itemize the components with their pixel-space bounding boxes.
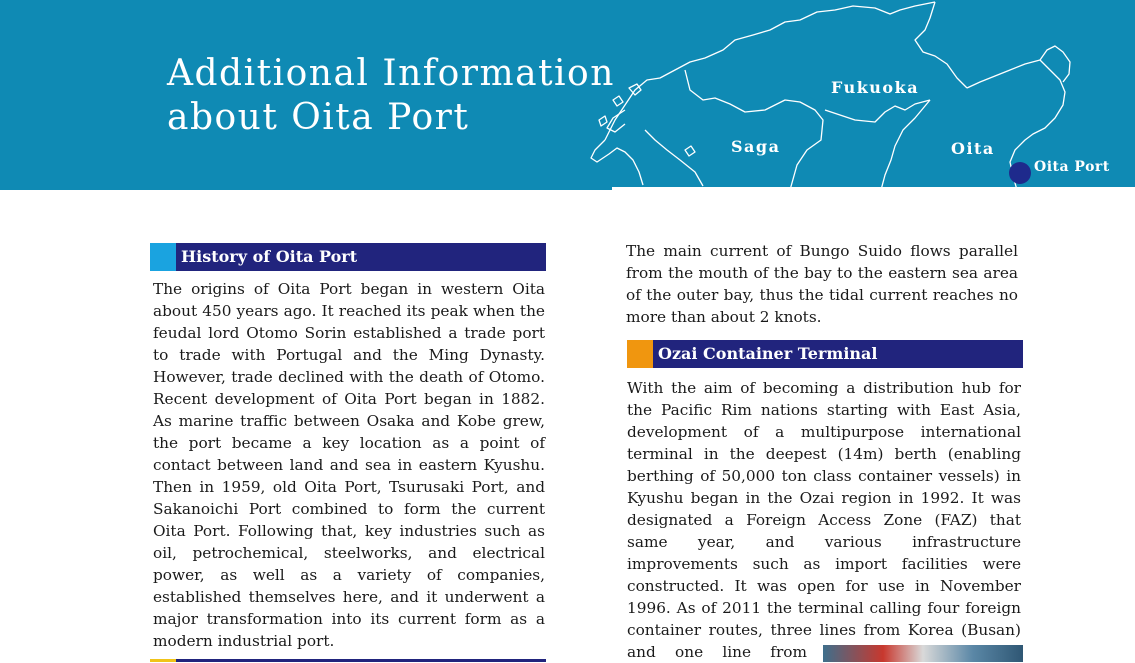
history-line: major transformation into its current form as a [153, 610, 545, 628]
ozai-line: designated a Foreign Access Zone (FAZ) that [627, 511, 1021, 529]
history-line: feudal lord Otomo Sorin established a trade port [153, 324, 545, 342]
history-line: contact between land and sea in eastern Kyushu. [153, 456, 545, 474]
ozai-line: berthing of 50,000 ton class container vessels) in [627, 467, 1021, 485]
current-line: of the outer bay, thus the tidal current reaches no [626, 286, 1018, 304]
ozai-line: development of a multipurpose international [627, 423, 1021, 441]
ozai-line: improvements such as import facilities were [627, 555, 1021, 573]
current-line: more than about 2 knots. [626, 308, 822, 326]
history-line: Then in 1959, old Oita Port, Tsurusaki Port, and [153, 478, 545, 496]
ozai-line: Kyushu began in the Ozai region in 1992. It was [627, 489, 1021, 507]
history-line: power, as well as a variety of companies, [153, 566, 545, 584]
history-line: Sakanoichi Port combined to form the current [153, 500, 545, 518]
current-line: from the mouth of the bay to the eastern sea area [626, 264, 1018, 282]
page-title-line-1: Additional Information [167, 53, 615, 94]
map-label-oita-port: Oita Port [1034, 159, 1110, 175]
history-line: to trade with Portugal and the Ming Dynasty. [153, 346, 545, 364]
current-line: The main current of Bungo Suido flows parallel [626, 242, 1018, 260]
history-heading-accent [150, 243, 176, 271]
history-text [153, 278, 545, 652]
history-line: As marine traffic between Osaka and Kobe grew, [153, 412, 545, 430]
ozai-line: With the aim of becoming a distribution hub for [627, 379, 1021, 397]
map-label-saga: Saga [731, 137, 781, 156]
header-banner [0, 0, 1135, 190]
history-line: about 450 years ago. It reached its peak when the [153, 302, 545, 320]
map-label-fukuoka: Fukuoka [831, 78, 920, 97]
ozai-line: same year, and various infrastructure [627, 533, 1021, 551]
history-line: Oita Port. Following that, key industries such as [153, 522, 545, 540]
ozai-line: container routes, three lines from Korea (Busan) [627, 621, 1021, 639]
history-heading-bar [150, 243, 546, 271]
banner-divider [612, 187, 1135, 190]
map-label-oita: Oita [951, 139, 995, 158]
current-text [626, 240, 1018, 328]
page-title-line-2: about Oita Port [167, 97, 470, 138]
ozai-line: the Pacific Rim nations starting with East Asia, [627, 401, 1021, 419]
history-line: However, trade declined with the death of Otomo. [153, 368, 545, 386]
ozai-heading: Ozai Container Terminal [658, 344, 878, 363]
history-line: established themselves here, and it underwent a [153, 588, 545, 606]
ozai-line: 1996. As of 2011 the terminal calling four foreign [627, 599, 1021, 617]
history-line: The origins of Oita Port began in western Oita [153, 280, 545, 298]
ozai-heading-accent [627, 340, 653, 368]
history-line: modern industrial port. [153, 632, 335, 650]
ozai-heading-bar [627, 340, 1023, 368]
oita-port-marker-icon [1009, 162, 1031, 184]
history-line: Recent development of Oita Port began in 1882. [153, 390, 545, 408]
history-line: the port became a key location as a point of [153, 434, 545, 452]
ozai-line: constructed. It was open for use in November [627, 577, 1021, 595]
ozai-line: and one line from [627, 643, 807, 661]
history-line: oil, petrochemical, steelworks, and electrical [153, 544, 545, 562]
history-heading: History of Oita Port [181, 247, 358, 266]
page-title [167, 52, 615, 140]
container-terminal-photo [823, 645, 1023, 662]
ozai-line: terminal in the deepest (14m) berth (enabling [627, 445, 1021, 463]
ozai-text [627, 377, 1021, 663]
